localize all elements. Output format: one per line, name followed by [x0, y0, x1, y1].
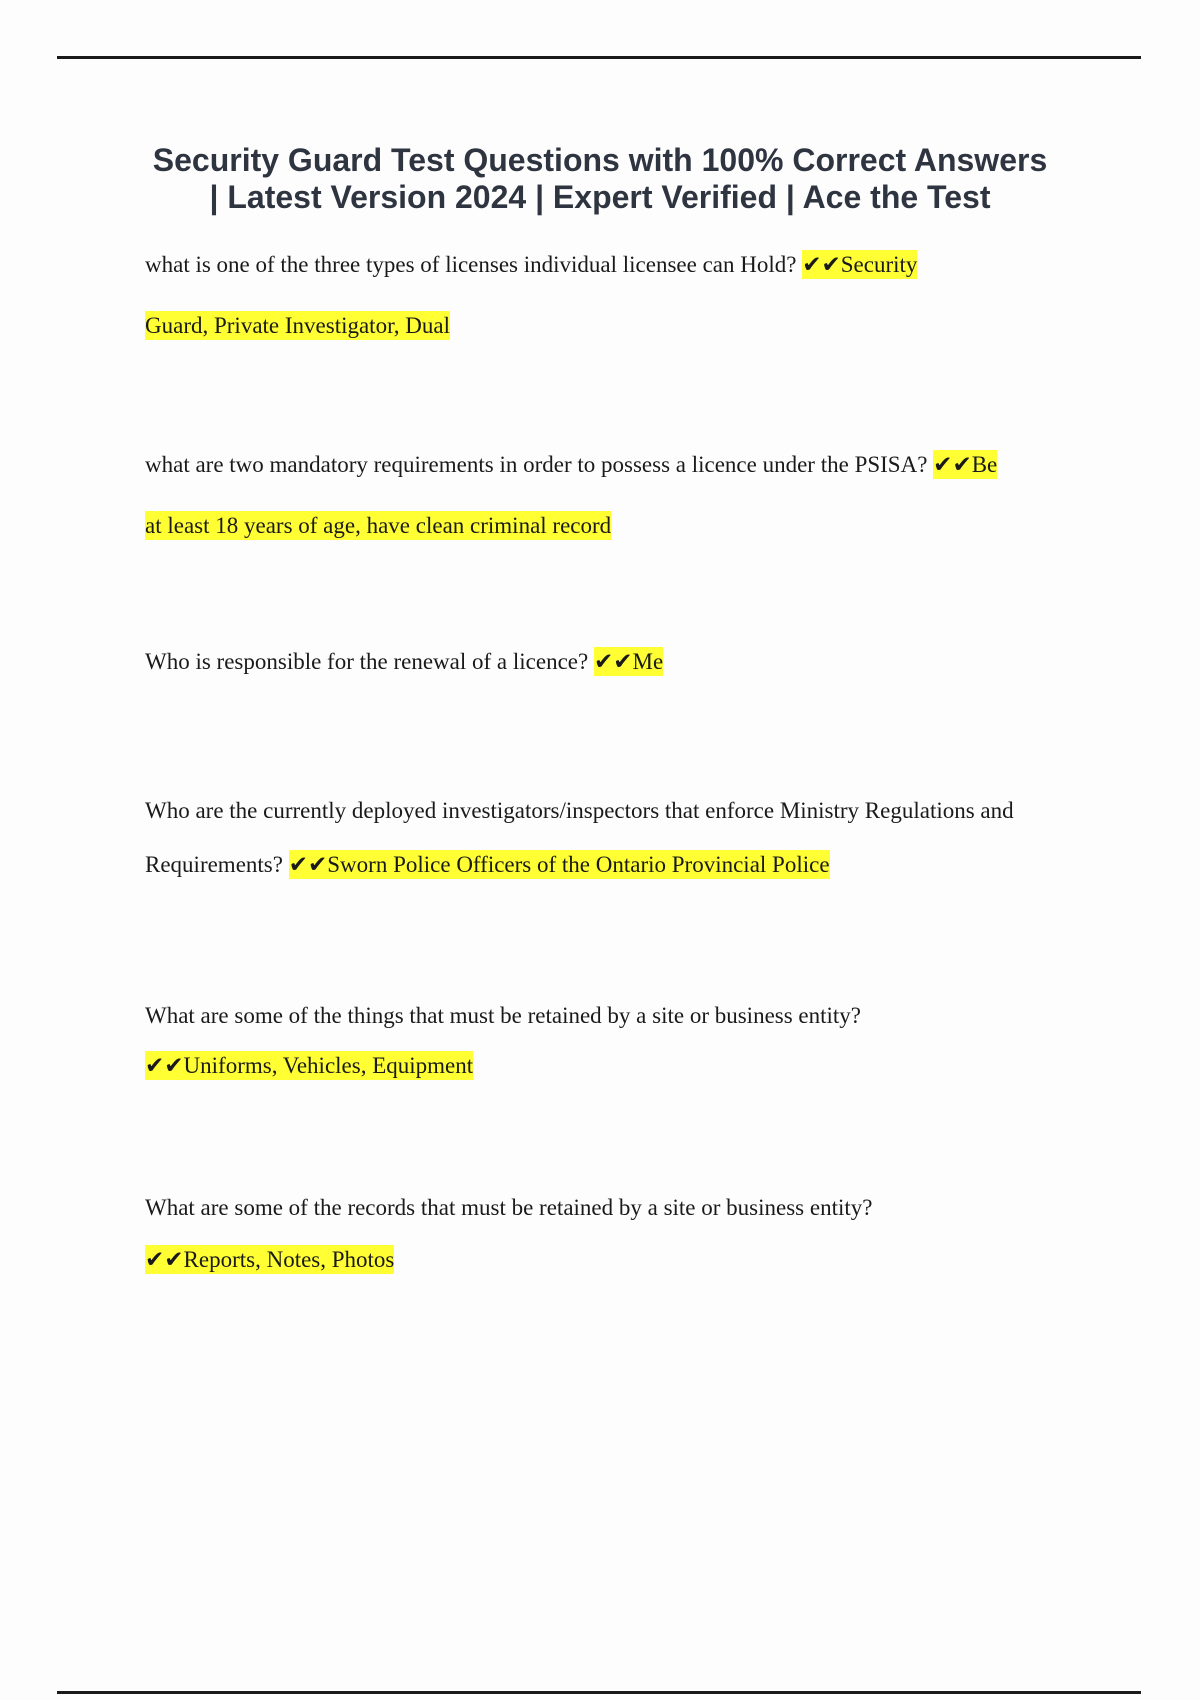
question-4-cont: Requirements? ✔✔Sworn Police Officers of the Ontario Provincial Police [145, 852, 830, 877]
document-title [100, 142, 1100, 216]
answer-5: ✔✔Uniforms, Vehicles, Equipment [145, 1053, 474, 1078]
answer-4: ✔✔Sworn Police Officers of the Ontario Provincial Police [288, 852, 830, 877]
answer-3: ✔✔Me [593, 649, 664, 674]
answer-2: ✔✔Be [933, 452, 998, 477]
question-1: what is one of the three types of licenses individual licensee can Hold? ✔✔Security [145, 252, 918, 277]
check-icon: ✔✔ [288, 852, 328, 877]
answer-2-cont: at least 18 years of age, have clean criminal record [145, 513, 612, 538]
title-line-2: | Latest Version 2024 | Expert Verified | Ace the Test [209, 179, 991, 215]
answer-6: ✔✔Reports, Notes, Photos [145, 1247, 395, 1272]
question-6: What are some of the records that must be retained by a site or business entity? [145, 1195, 873, 1220]
check-icon: ✔✔ [933, 452, 972, 477]
answer-1-cont: Guard, Private Investigator, Dual [145, 313, 451, 338]
footer-rule [57, 1691, 1141, 1694]
check-icon: ✔✔ [145, 1247, 184, 1272]
question-2: what are two mandatory requirements in order to possess a licence under the PSISA? ✔✔Be [145, 452, 998, 477]
question-3: Who is responsible for the renewal of a licence? ✔✔Me [145, 649, 664, 674]
question-4: Who are the currently deployed investigators/inspectors that enforce Ministry Regulations and [145, 798, 1014, 823]
title-line-1: Security Guard Test Questions with 100% Correct Answers [152, 142, 1048, 178]
check-icon: ✔✔ [145, 1053, 184, 1078]
header-rule [57, 56, 1141, 59]
question-5: What are some of the things that must be retained by a site or business entity? [145, 1003, 862, 1028]
check-icon: ✔✔ [802, 252, 841, 277]
check-icon: ✔✔ [593, 649, 633, 674]
answer-1: ✔✔Security [802, 252, 918, 277]
